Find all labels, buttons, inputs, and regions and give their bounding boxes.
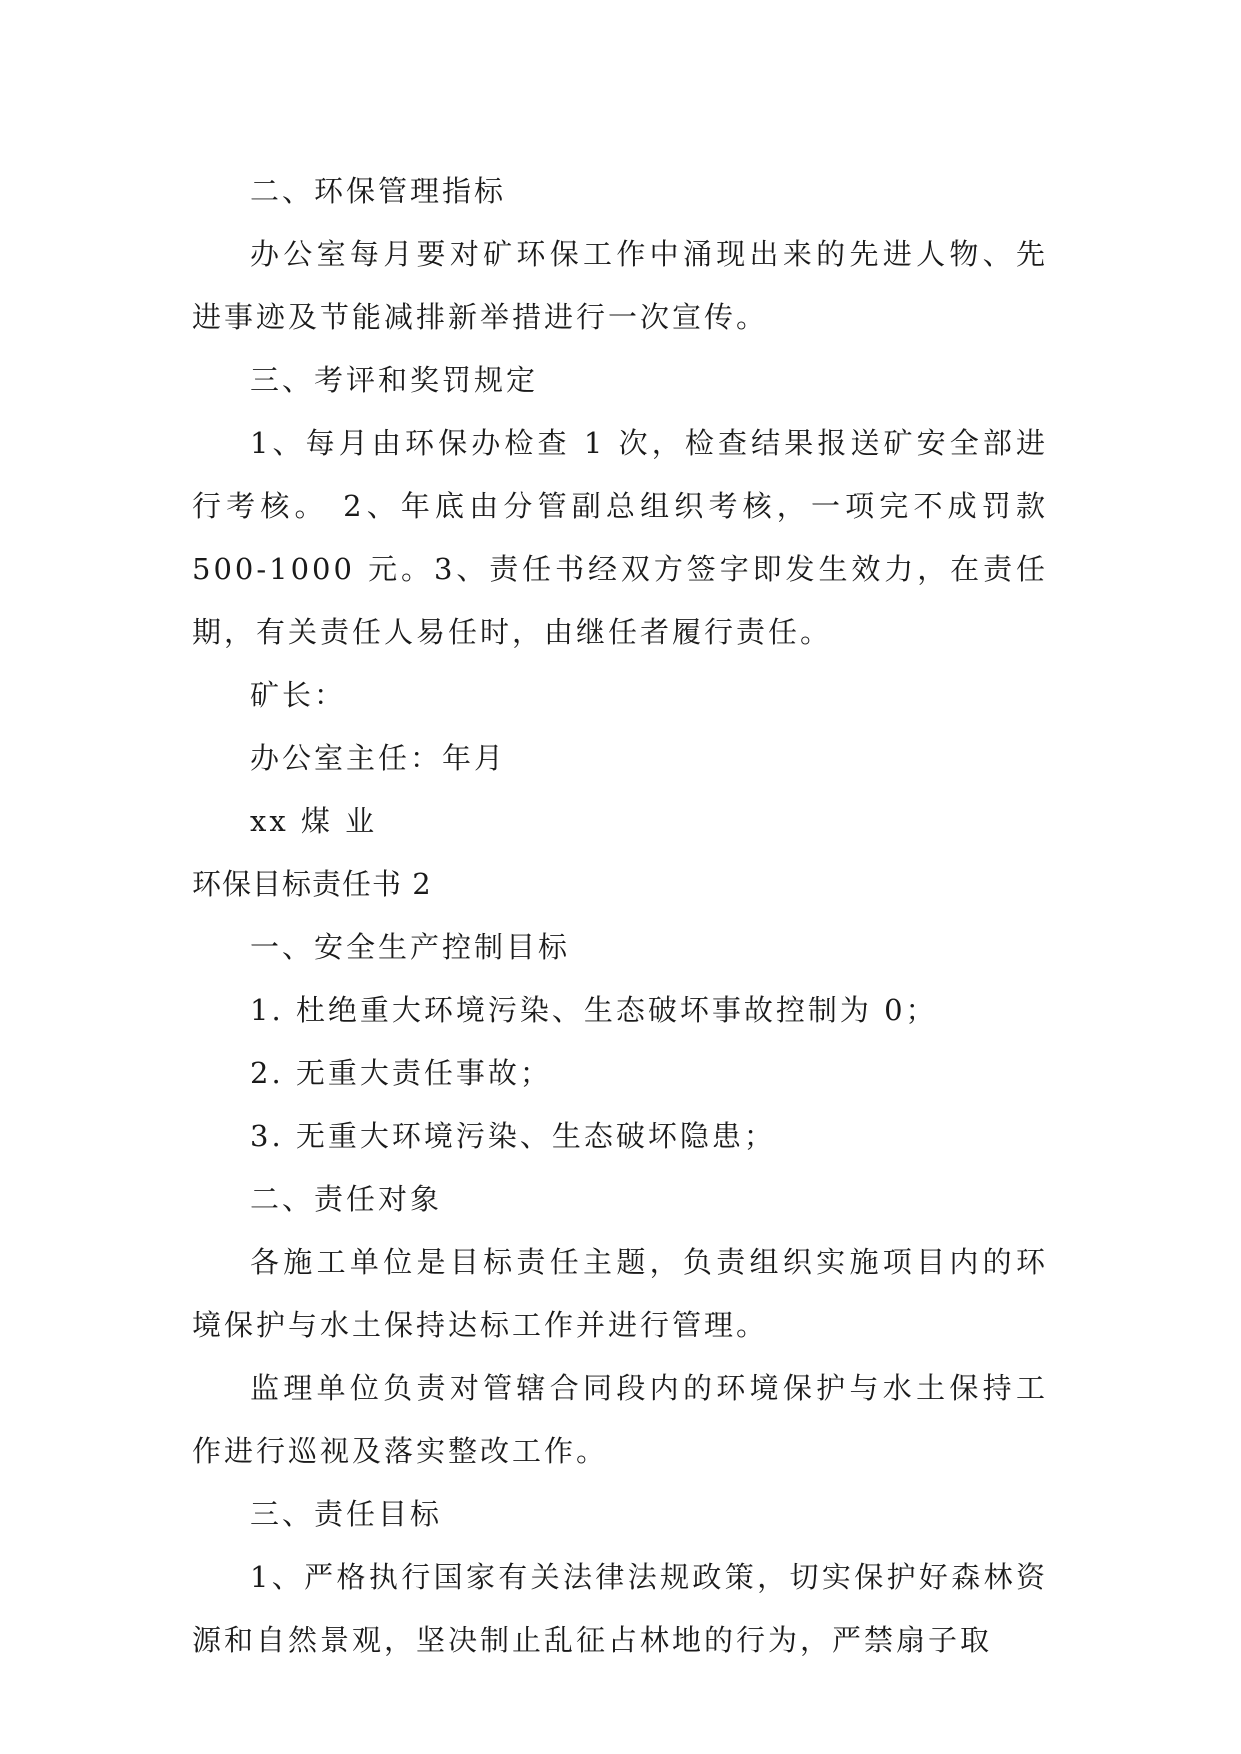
document-body: [192, 160, 1048, 1672]
list-item-target-1: 1. 杜绝重大环境污染、生态破坏事故控制为 0；: [250, 993, 938, 1027]
paragraph-construction-units: 各施工单位是目标责任主题，负责组织实施项目内的环境保护与水土保持达标工作并进行管理。: [192, 1245, 1048, 1342]
signature-company: xx 煤 业: [250, 804, 378, 838]
paragraph-evaluation-details: 1、每月由环保办检查 1 次，检查结果报送矿安全部进行考核。 2、年底由分管副总组织考核，一项完不成罚款 500-1000 元。3、责任书经双方签字即发生效力，在责任期，有关责任人易任时，由继任者履行责任。: [192, 426, 1048, 649]
section-title-responsibility-2: 环保目标责任书 2: [192, 867, 432, 901]
list-item-target-2: 2. 无重大责任事故；: [250, 1056, 552, 1090]
heading-responsible-parties: 二、责任对象: [250, 1182, 443, 1216]
paragraph-publicity: 办公室每月要对矿环保工作中涌现出来的先进人物、先进事迹及节能减排新举措进行一次宣传。: [192, 237, 1048, 334]
paragraph-law-compliance: 1、严格执行国家有关法律法规政策，切实保护好森林资源和自然景观，坚决制止乱征占林地的行为，严禁扇子取: [192, 1560, 1048, 1657]
paragraph-supervision-units: 监理单位负责对管辖合同段内的环境保护与水土保持工作进行巡视及落实整改工作。: [192, 1371, 1048, 1468]
signature-office-director: 办公室主任：年月: [250, 741, 507, 775]
list-item-target-3: 3. 无重大环境污染、生态破坏隐患；: [250, 1119, 776, 1153]
signature-mine-director: 矿长：: [250, 678, 347, 712]
heading-evaluation-rules: 三、考评和奖罚规定: [250, 363, 539, 397]
heading-safety-targets: 一、安全生产控制目标: [250, 930, 571, 964]
heading-responsibility-targets: 三、责任目标: [250, 1497, 443, 1531]
heading-env-management-indicators: 二、环保管理指标: [250, 174, 507, 208]
